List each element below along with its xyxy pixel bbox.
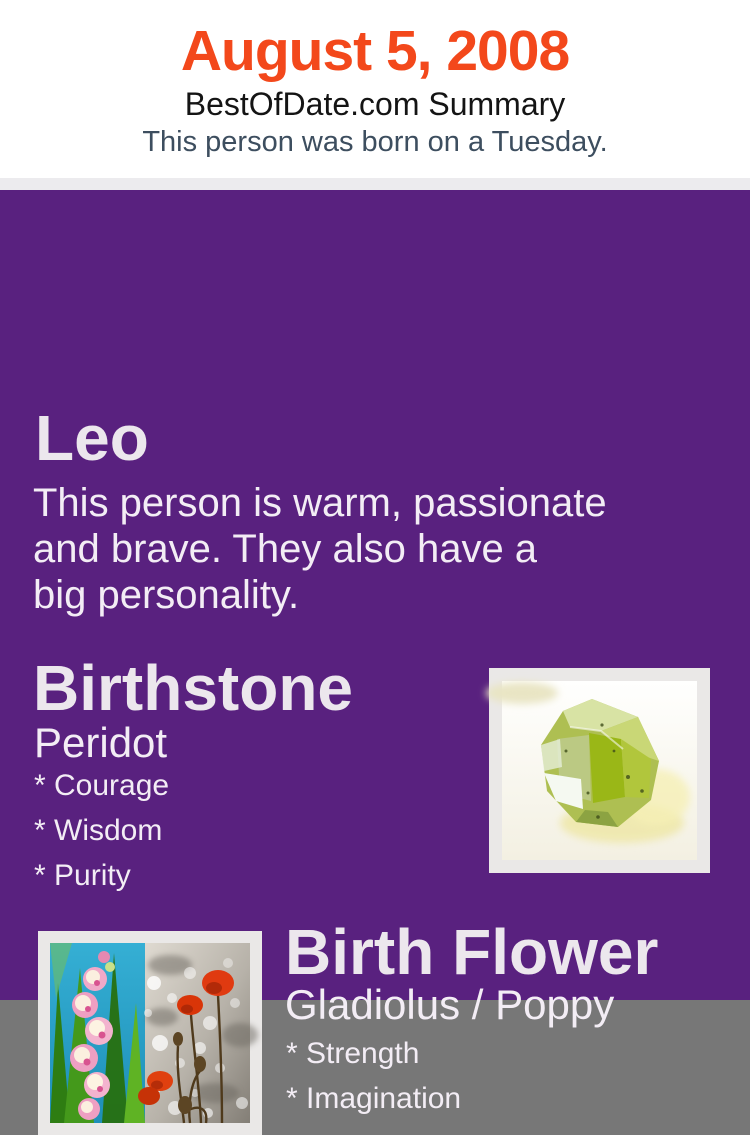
born-weekday-text: This person was born on a Tuesday.: [142, 126, 608, 158]
birthstone-trait: * Purity: [34, 859, 131, 892]
summary-panel: [0, 190, 750, 1115]
birthstone-trait: * Courage: [34, 769, 170, 802]
birth-flower-traits-list: [286, 1035, 461, 1125]
date-title: August 5, 2008: [180, 19, 570, 83]
birthstone-name: Peridot: [34, 719, 168, 766]
birthstone-traits-list: [34, 767, 169, 902]
birth-flower-name: Gladiolus / Poppy: [285, 981, 615, 1028]
gladiolus-poppy-illustration: [50, 943, 250, 1123]
zodiac-description: [33, 480, 607, 618]
gladiolus-panel: [50, 943, 145, 1123]
birth-flower-trait: * Imagination: [286, 1082, 462, 1115]
zodiac-description-line-3: big personality.: [33, 573, 300, 617]
peridot-gem-illustration: [502, 681, 697, 860]
site-summary: BestOfDate.com Summary: [184, 86, 566, 122]
poppy-panel: [138, 943, 258, 1123]
zodiac-description-line-1: This person is warm, passionate: [33, 481, 607, 525]
birthstone-trait: * Wisdom: [34, 814, 163, 847]
birth-flower-trait: * Strength: [286, 1037, 420, 1070]
zodiac-sign-title: Leo: [35, 402, 149, 474]
birthstone-photo: [489, 668, 710, 873]
birthstone-title: Birthstone: [33, 652, 353, 724]
zodiac-description-line-2: and brave. They also have a: [33, 527, 538, 571]
birth-flower-photo: [38, 931, 262, 1135]
section-divider: [0, 178, 750, 190]
birth-flower-title: Birth Flower: [285, 916, 659, 988]
